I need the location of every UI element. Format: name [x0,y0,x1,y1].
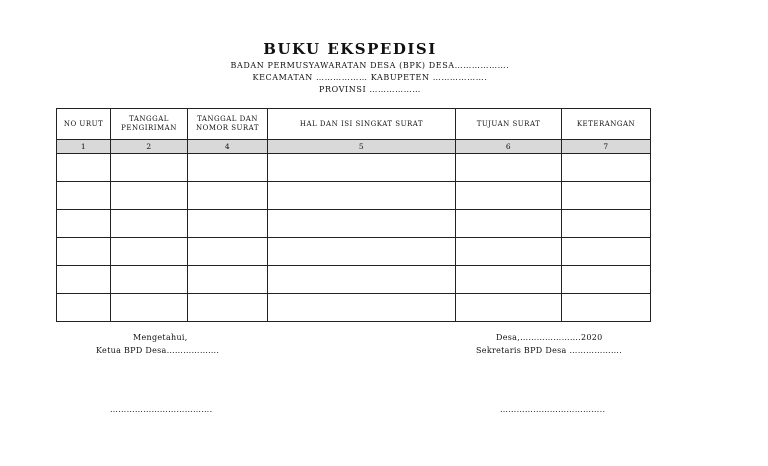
column-number: 5 [268,140,456,154]
header-keterangan: KETERANGAN [562,109,651,140]
table-cell [111,210,188,238]
table-row [57,210,651,238]
table-cell [111,182,188,210]
table-cell [57,294,111,322]
header-tujuan-surat: TUJUAN SURAT [456,109,562,140]
table-cell [456,210,562,238]
column-number: 2 [111,140,188,154]
table-cell [456,182,562,210]
subtitle-district: KECAMATAN ……………… KABUPETEN ………………. [252,73,488,82]
table-cell [188,182,268,210]
table-cell [562,154,651,182]
table-cell [456,266,562,294]
column-number: 4 [188,140,268,154]
table-cell [562,238,651,266]
column-number: 7 [562,140,651,154]
table-cell [188,266,268,294]
document-title: BUKU EKSPEDISI [263,40,437,58]
place-date-label: Desa,………………….2020 [496,333,603,342]
table-header-row [57,109,651,140]
header-tanggal-pengiriman: TANGGAL PENGIRIMAN [111,109,188,140]
table-cell [111,154,188,182]
acknowledged-label: Mengetahui, [133,333,188,342]
header-no-urut: NO URUT [57,109,111,140]
table-row [57,238,651,266]
table-cell [562,266,651,294]
bpd-secretary-label: Sekretaris BPD Desa ………………. [476,346,623,355]
table-cell [268,154,456,182]
table-cell [57,238,111,266]
table-cell [188,294,268,322]
table-cell [111,294,188,322]
table-cell [562,182,651,210]
table-cell [188,210,268,238]
table-cell [111,238,188,266]
table-cell [268,238,456,266]
table-cell [268,294,456,322]
table-cell [268,182,456,210]
table-row [57,266,651,294]
table-cell [562,210,651,238]
table-cell [111,266,188,294]
table-cell [57,182,111,210]
table-cell [188,238,268,266]
table-cell [268,266,456,294]
table-cell [562,294,651,322]
table-cell [456,154,562,182]
secretary-signature-line: ……………………………….. [500,405,606,414]
column-number-row [57,140,651,154]
table-cell [57,210,111,238]
table-cell [57,266,111,294]
table-cell [268,210,456,238]
table-cell [57,154,111,182]
table-cell [456,294,562,322]
expedition-table [56,108,651,322]
table-cell [188,154,268,182]
column-number: 1 [57,140,111,154]
bpd-chair-label: Ketua BPD Desa………………. [96,346,220,355]
chair-signature-line: ………………………………. [110,405,213,414]
subtitle-institution: BADAN PERMUSYAWARATAN DESA (BPK) DESA………………. [230,61,510,70]
subtitle-province: PROVINSI ……………… [319,85,421,94]
header-hal-isi-surat: HAL DAN ISI SINGKAT SURAT [268,109,456,140]
table-row [57,182,651,210]
header-tanggal-nomor-surat: TANGGAL DAN NOMOR SURAT [188,109,268,140]
column-number: 6 [456,140,562,154]
table-cell [456,238,562,266]
table-row [57,294,651,322]
table-row [57,154,651,182]
